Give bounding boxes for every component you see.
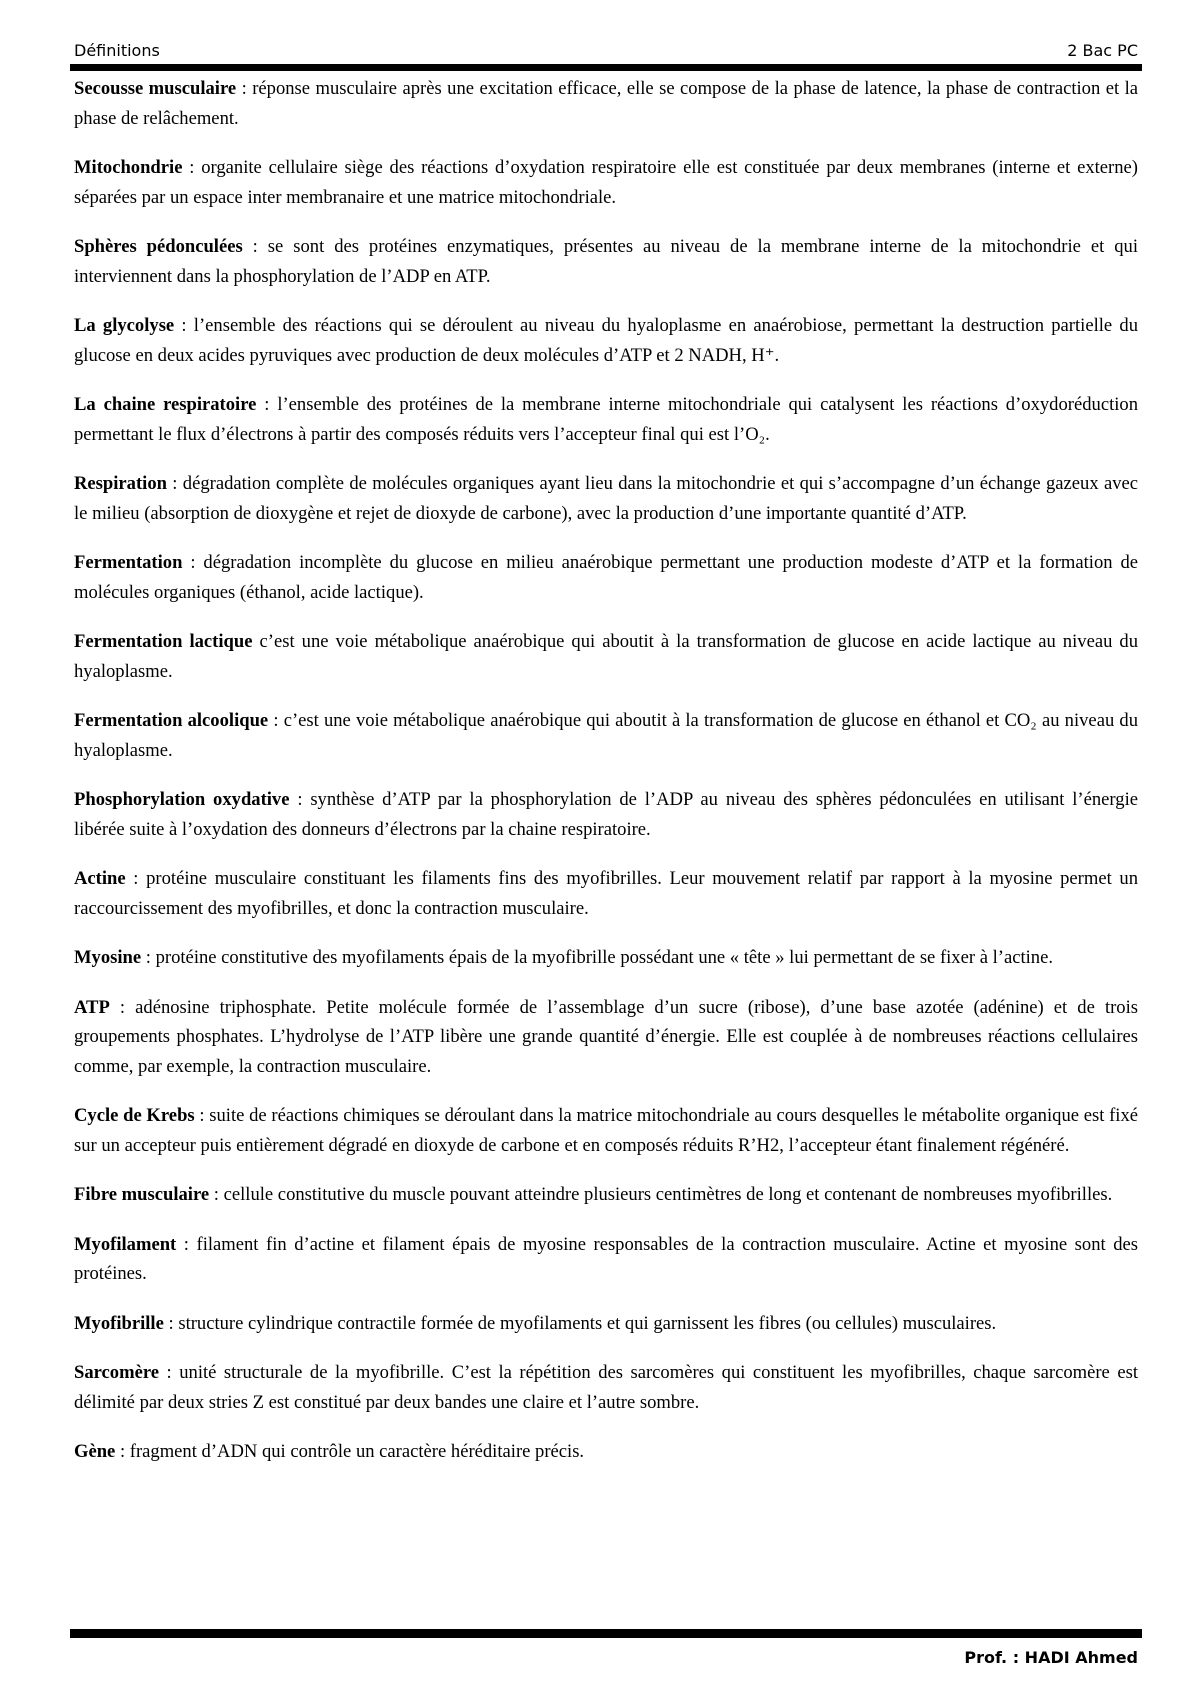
definition-separator: : — [176, 1233, 197, 1255]
definition-term: Respiration — [74, 473, 167, 494]
definition-separator: : — [174, 315, 194, 336]
definition-term: La chaine respiratoire — [74, 394, 257, 415]
definition-term: Phosphorylation oxydative — [74, 789, 290, 810]
definition-entry — [74, 232, 1138, 291]
definition-text: protéine musculaire constituant les filaments fins des myofibrilles. Leur mouvement relatif par rapport à la myosine permet un raccourcissement des myofibrilles, et donc la contraction musculaire. — [74, 868, 1138, 919]
definition-text: suite de réactions chimiques se déroulant dans la matrice mitochondriale au cours desquelles le métabolite organique est fixé sur un accepteur puis entièrement dégradé en dioxyde de carbone et en composés réduits R’H2, l’accepteur étant finalement régénéré. — [74, 1105, 1138, 1156]
definition-entry — [74, 943, 1138, 973]
definition-text: organite cellulaire siège des réactions d’oxydation respiratoire elle est constituée par deux membranes (interne et externe) séparées par un espace inter membranaire et une matrice mitochondriale. — [74, 157, 1138, 208]
definitions-list — [74, 74, 1138, 1487]
footer-author: Prof. : HADI Ahmed — [964, 1648, 1138, 1667]
definition-term: ATP — [74, 996, 110, 1018]
definition-separator: : — [141, 947, 156, 968]
definition-term: Fibre musculaire — [74, 1184, 210, 1205]
definition-entry — [74, 390, 1138, 449]
definition-entry — [74, 1180, 1138, 1210]
definition-separator: : — [125, 868, 147, 889]
definition-term: Myosine — [74, 947, 142, 968]
definition-term: Fermentation alcoolique — [74, 710, 269, 731]
definition-text: synthèse d’ATP par la phosphorylation de l’ADP au niveau des sphères pédonculées en utilisant l’énergie libérée suite à l’oxydation des donneurs d’électrons par la chaine respiratoire. — [74, 789, 1138, 840]
definition-separator: : — [256, 394, 278, 415]
definition-entry — [74, 1309, 1138, 1339]
definition-entry — [74, 627, 1138, 686]
definition-term: La glycolyse — [74, 315, 175, 336]
definition-separator: : — [182, 157, 202, 178]
definition-term: Fermentation lactique — [74, 631, 253, 652]
definition-term: Myofibrille — [74, 1312, 164, 1334]
definition-text: réponse musculaire après une excitation efficace, elle se compose de la phase de latence, la phase de contraction et la phase de relâchement. — [74, 78, 1138, 129]
header-class-label: 2 Bac PC — [1067, 41, 1138, 60]
definition-text: l’ensemble des réactions qui se déroulent au niveau du hyaloplasme en anaérobiose, permettant la destruction partielle du glucose en deux acides pyruviques avec production de deux molécules d’ATP et 2 NADH, H⁺. — [74, 315, 1138, 366]
footer-divider — [70, 1629, 1142, 1638]
definition-separator: : — [242, 236, 268, 257]
definition-entry — [74, 706, 1138, 765]
definition-entry — [74, 785, 1138, 844]
definition-term: Actine — [74, 868, 126, 889]
definition-entry — [74, 548, 1138, 607]
definition-entry — [74, 469, 1138, 528]
definition-entry — [74, 864, 1138, 923]
definition-separator: : — [166, 473, 183, 494]
definition-separator: : — [268, 710, 284, 731]
definition-text: unité structurale de la myofibrille. C’est la répétition des sarcomères qui constituent les myofibrilles, chaque sarcomère est délimité par deux stries Z est constitué par deux bandes une claire et l’autre sombre. — [74, 1362, 1138, 1413]
definition-term: Sphères pédonculées — [74, 236, 243, 257]
definition-entry — [74, 1437, 1138, 1467]
definition-term: Myofilament — [74, 1233, 177, 1255]
definition-text: cellule constitutive du muscle pouvant atteindre plusieurs centimètres de long et contenant de nombreuses myofibrilles. — [223, 1184, 1113, 1205]
definition-separator: : — [159, 1362, 180, 1383]
definition-text: adénosine triphosphate. Petite molécule formée de l’assemblage d’un sucre (ribose), d’une base azotée (adénine) et de trois groupements phosphates. L’hydrolyse de l’ATP libère une grande quantité d’énergie. Elle est couplée à de nombreuses réactions cellulaires comme, par exemple, la contraction musculaire. — [74, 996, 1138, 1077]
definition-entry — [74, 993, 1138, 1082]
definition-text: fragment d’ADN qui contrôle un caractère héréditaire précis. — [129, 1441, 585, 1462]
definition-term: Cycle de Krebs — [74, 1105, 195, 1126]
definition-entry — [74, 1358, 1138, 1417]
definition-separator: : — [289, 789, 311, 810]
definition-text: protéine constitutive des myofilaments épais de la myofibrille possédant une « tête » lui permettant de se fixer à l’actine. — [155, 947, 1053, 968]
definition-text: structure cylindrique contractile formée de myofilaments et qui garnissent les fibres (ou cellules) musculaires. — [178, 1312, 997, 1334]
definition-text: filament fin d’actine et filament épais de myosine responsables de la contraction musculaire. Actine et myosine sont des protéines. — [74, 1233, 1138, 1284]
header-title: Définitions — [74, 41, 160, 60]
definition-entry — [74, 311, 1138, 370]
definition-separator: : — [163, 1312, 179, 1334]
definition-term: Sarcomère — [74, 1362, 160, 1383]
definition-term: Gène — [74, 1441, 116, 1462]
definition-separator — [252, 631, 259, 652]
header-divider — [70, 64, 1142, 71]
definition-term: Mitochondrie — [74, 157, 183, 178]
definition-separator: : — [194, 1105, 210, 1126]
definition-separator: : — [236, 78, 253, 99]
definition-text: c’est une voie métabolique anaérobique qui aboutit à la transformation de glucose en acide lactique au niveau du hyaloplasme. — [74, 631, 1138, 682]
definition-entry — [74, 1230, 1138, 1289]
page-header — [74, 38, 1138, 64]
definition-entry — [74, 1101, 1138, 1160]
definition-separator: : — [109, 996, 136, 1018]
definition-separator: : — [182, 552, 204, 573]
definition-text: c’est une voie métabolique anaérobique qui aboutit à la transformation de glucose en éthanol et CO₂ au niveau du hyaloplasme. — [74, 710, 1138, 761]
definition-text: se sont des protéines enzymatiques, présentes au niveau de la membrane interne de la mitochondrie et qui interviennent dans la phosphorylation de l’ADP en ATP. — [74, 236, 1139, 287]
definition-text: dégradation incomplète du glucose en milieu anaérobique permettant une production modeste d’ATP et la formation de molécules organiques (éthanol, acide lactique). — [74, 552, 1138, 603]
definition-separator: : — [209, 1184, 224, 1205]
definition-separator: : — [115, 1441, 130, 1462]
definition-term: Secousse musculaire — [74, 78, 237, 99]
definition-text: l’ensemble des protéines de la membrane interne mitochondriale qui catalysent les réactions d’oxydoréduction permettant le flux d’électrons à partir des composés réduits vers l’accepteur final qui est l’O₂. — [74, 394, 1138, 445]
definition-term: Fermentation — [74, 552, 183, 573]
definition-entry — [74, 74, 1138, 133]
definition-text: dégradation complète de molécules organiques ayant lieu dans la mitochondrie et qui s’accompagne d’un échange gazeux avec le milieu (absorption de dioxygène et rejet de dioxyde de carbone), avec la production d’une importante quantité d’ATP. — [74, 473, 1138, 524]
definition-entry — [74, 153, 1138, 212]
